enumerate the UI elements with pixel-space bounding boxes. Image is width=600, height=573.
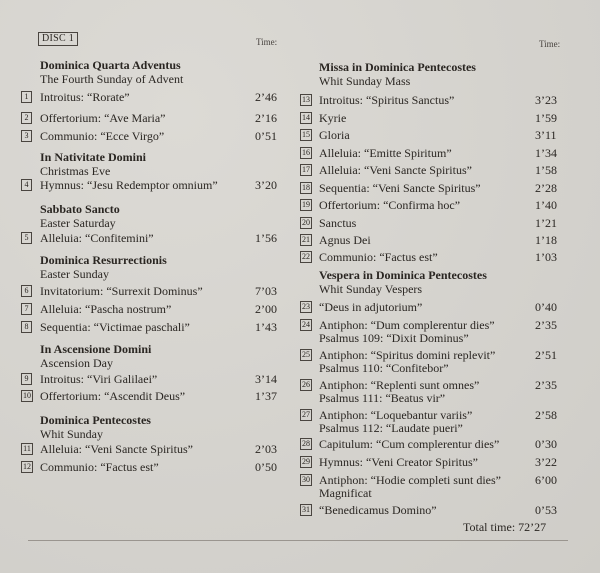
track-title: Hymnus: “Jesu Redemptor omnium” bbox=[40, 178, 218, 192]
section-subtitle: Easter Saturday bbox=[40, 216, 116, 230]
track-duration: 1’59 bbox=[535, 111, 557, 125]
track-title: Offertorium: “Ave Maria” bbox=[40, 111, 166, 125]
track-subline: Psalmus 109: “Dixit Dominus” bbox=[319, 331, 469, 345]
track-duration: 2’35 bbox=[535, 378, 557, 392]
track-title: Introitus: “Viri Galilaei” bbox=[40, 372, 158, 386]
track-duration: 2’35 bbox=[535, 318, 557, 332]
track-subline: Psalmus 110: “Confitebor” bbox=[319, 361, 449, 375]
track-title: Alleluia: “Veni Sancte Spiritus” bbox=[40, 442, 193, 456]
track-duration: 1’34 bbox=[535, 146, 557, 160]
track-number-box: 24 bbox=[302, 320, 310, 329]
section-subtitle: Christmas Eve bbox=[40, 164, 111, 178]
track-title: Alleluia: “Confitemini” bbox=[40, 231, 154, 245]
track-number-box: 28 bbox=[302, 439, 310, 448]
track-title: Communio: “Ecce Virgo” bbox=[40, 129, 165, 143]
time-header-left: Time: bbox=[256, 37, 278, 47]
track-number-box: 13 bbox=[302, 95, 310, 104]
disc-label: DISC 1 bbox=[38, 32, 78, 46]
track-number-box: 22 bbox=[302, 252, 310, 261]
track-number-box: 18 bbox=[302, 183, 310, 192]
track-title: Sanctus bbox=[319, 216, 357, 230]
total-time: Total time: 72’27 bbox=[463, 520, 547, 534]
section-title: Dominica Pentecostes bbox=[40, 413, 151, 427]
track-number-box: 19 bbox=[302, 200, 310, 209]
section-title: Missa in Dominica Pentecostes bbox=[319, 60, 476, 74]
track-title: “Deus in adjutorium” bbox=[319, 300, 423, 314]
track-title: Antiphon: “Dum complerentur dies” bbox=[319, 318, 495, 332]
track-duration: 3’22 bbox=[535, 455, 557, 469]
section-title: Sabbato Sancto bbox=[40, 202, 120, 216]
track-title: Sequentia: “Veni Sancte Spiritus” bbox=[319, 181, 481, 195]
track-duration: 0’50 bbox=[255, 460, 277, 474]
track-number-box: 10 bbox=[23, 391, 31, 400]
track-title: Alleluia: “Veni Sancte Spiritus” bbox=[319, 163, 472, 177]
track-number-box: 5 bbox=[21, 232, 32, 244]
track-title: Alleluia: “Pascha nostrum” bbox=[40, 302, 172, 316]
track-duration: 2’46 bbox=[255, 90, 277, 104]
track-duration: 3’14 bbox=[255, 372, 277, 386]
section-title: Vespera in Dominica Pentecostes bbox=[319, 268, 487, 282]
track-duration: 0’40 bbox=[535, 300, 557, 314]
track-title: Kyrie bbox=[319, 111, 347, 125]
track-duration: 3’23 bbox=[535, 93, 557, 107]
section-subtitle: Whit Sunday bbox=[40, 427, 103, 441]
track-number-box: 11 bbox=[21, 443, 33, 455]
track-number-box: 29 bbox=[302, 457, 310, 466]
track-title: Hymnus: “Veni Creator Spiritus” bbox=[319, 455, 478, 469]
section-subtitle: Whit Sunday Vespers bbox=[319, 282, 423, 296]
track-duration: 1’40 bbox=[535, 198, 557, 212]
track-duration: 2’00 bbox=[255, 302, 277, 316]
track-title: Capitulum: “Cum complerentur dies” bbox=[319, 437, 500, 451]
track-title: Antiphon: “Spiritus domini replevit” bbox=[319, 348, 496, 362]
track-title: “Benedicamus Domino” bbox=[319, 503, 437, 517]
track-duration: 6’00 bbox=[535, 473, 557, 487]
track-duration: 7’03 bbox=[255, 284, 277, 298]
track-number-box: 3 bbox=[21, 130, 32, 142]
section-title: In Ascensione Domini bbox=[40, 342, 152, 356]
track-title: Invitatorium: “Surrexit Dominus” bbox=[40, 284, 203, 298]
track-title: Communio: “Factus est” bbox=[319, 250, 438, 264]
track-title: Antiphon: “Loquebantur variis” bbox=[319, 408, 473, 422]
track-duration: 1’18 bbox=[535, 233, 557, 247]
track-number-box: 27 bbox=[302, 410, 310, 419]
section-subtitle: Ascension Day bbox=[40, 356, 113, 370]
track-duration: 1’03 bbox=[535, 250, 557, 264]
track-duration: 1’56 bbox=[255, 231, 277, 245]
track-number-box: 2 bbox=[21, 112, 32, 124]
track-number-box: 17 bbox=[302, 165, 310, 174]
track-duration: 1’43 bbox=[255, 320, 277, 334]
track-title: Offertorium: “Ascendit Deus” bbox=[40, 389, 186, 403]
track-number-box: 12 bbox=[23, 462, 31, 471]
track-number-box: 26 bbox=[302, 380, 310, 389]
track-title: Communio: “Factus est” bbox=[40, 460, 159, 474]
track-duration: 2’03 bbox=[255, 442, 277, 456]
bottom-divider bbox=[28, 540, 568, 541]
track-number-box: 25 bbox=[302, 350, 310, 359]
track-duration: 0’51 bbox=[255, 129, 277, 143]
track-number-box: 23 bbox=[302, 302, 310, 311]
track-number-box: 30 bbox=[302, 475, 310, 484]
track-number-box: 9 bbox=[21, 373, 32, 385]
track-title: Sequentia: “Victimae paschali” bbox=[40, 320, 190, 334]
track-title: Introitus: “Rorate” bbox=[40, 90, 130, 104]
track-title: Gloria bbox=[319, 128, 350, 142]
track-title: Offertorium: “Confirma hoc” bbox=[319, 198, 461, 212]
section-title: In Nativitate Domini bbox=[40, 150, 146, 164]
track-duration: 3’20 bbox=[255, 178, 277, 192]
track-number-box: 1 bbox=[21, 91, 32, 103]
track-number-box: 20 bbox=[302, 218, 310, 227]
track-title: Alleluia: “Emitte Spiritum” bbox=[319, 146, 452, 160]
track-subline: Magnificat bbox=[319, 486, 372, 500]
track-number-box: 31 bbox=[302, 505, 310, 514]
track-title: Antiphon: “Replenti sunt omnes” bbox=[319, 378, 480, 392]
track-duration: 1’58 bbox=[535, 163, 557, 177]
track-number-box: 16 bbox=[302, 148, 310, 157]
track-title: Agnus Dei bbox=[319, 233, 371, 247]
track-duration: 2’28 bbox=[535, 181, 557, 195]
track-duration: 0’53 bbox=[535, 503, 557, 517]
track-title: Introitus: “Spiritus Sanctus” bbox=[319, 93, 455, 107]
section-title: Dominica Quarta Adventus bbox=[40, 58, 181, 72]
track-number-box: 21 bbox=[302, 235, 310, 244]
section-subtitle: The Fourth Sunday of Advent bbox=[40, 72, 184, 86]
track-duration: 2’51 bbox=[535, 348, 557, 362]
section-title: Dominica Resurrectionis bbox=[40, 253, 167, 267]
time-header-right: Time: bbox=[539, 39, 561, 49]
section-subtitle: Easter Sunday bbox=[40, 267, 109, 281]
track-number-box: 8 bbox=[21, 321, 32, 333]
track-duration: 3’11 bbox=[535, 128, 557, 142]
section-subtitle: Whit Sunday Mass bbox=[319, 74, 411, 88]
track-number-box: 14 bbox=[302, 113, 310, 122]
track-duration: 1’37 bbox=[255, 389, 277, 403]
track-duration: 0’30 bbox=[535, 437, 557, 451]
track-number-box: 6 bbox=[21, 285, 32, 297]
track-subline: Psalmus 112: “Laudate pueri” bbox=[319, 421, 463, 435]
track-number-box: 7 bbox=[21, 303, 32, 315]
track-duration: 2’16 bbox=[255, 111, 277, 125]
track-number-box: 4 bbox=[21, 179, 32, 191]
track-duration: 1’21 bbox=[535, 216, 557, 230]
track-title: Antiphon: “Hodie completi sunt dies” bbox=[319, 473, 501, 487]
track-duration: 2’58 bbox=[535, 408, 557, 422]
track-number-box: 15 bbox=[302, 130, 310, 139]
track-subline: Psalmus 111: “Beatus vir” bbox=[319, 391, 446, 405]
